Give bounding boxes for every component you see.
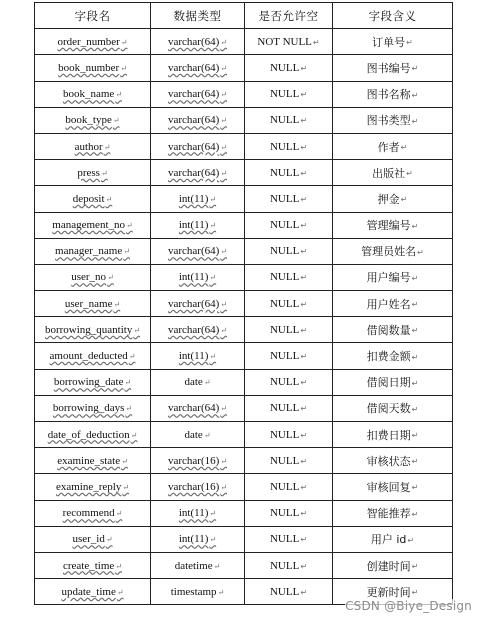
- cell-nullable-text: NULL: [269, 480, 300, 493]
- table-body: [35, 29, 453, 605]
- cell-field-name-text: examine_state: [57, 454, 121, 467]
- cell-nullable-text: NULL: [269, 297, 300, 310]
- cell-data-type: [151, 317, 245, 343]
- paragraph-mark-icon: ↵: [203, 378, 211, 388]
- cell-field-meaning: [333, 500, 453, 526]
- cell-data-type-text: date: [184, 376, 203, 389]
- cell-field-meaning-text: 借阅天数: [366, 402, 411, 416]
- cell-field-name: [35, 291, 151, 317]
- cell-field-name-text: book_name: [62, 88, 115, 101]
- cell-data-type-text: int(11): [178, 507, 209, 520]
- cell-field-name-text: create_time: [62, 559, 115, 572]
- cell-field-name: [35, 448, 151, 474]
- paragraph-mark-icon: ↵: [123, 247, 130, 257]
- cell-nullable: [245, 526, 333, 552]
- paragraph-mark-icon: ↵: [411, 64, 419, 74]
- cell-field-name-text: deposit: [72, 192, 105, 205]
- cell-field-meaning: [333, 29, 453, 55]
- paragraph-mark-icon: ↵: [300, 116, 308, 126]
- table-row: [35, 317, 453, 343]
- cell-field-name-text: update_time: [61, 585, 116, 598]
- paragraph-mark-icon: ↵: [300, 63, 308, 73]
- table-row: [35, 133, 453, 159]
- cell-nullable-text: NULL: [269, 559, 300, 572]
- cell-field-name: [35, 369, 151, 395]
- cell-nullable: [245, 160, 333, 186]
- cell-field-meaning-text: 扣费日期: [366, 428, 411, 442]
- cell-data-type: [151, 448, 245, 474]
- cell-data-type-text: int(11): [178, 533, 209, 546]
- cell-field-meaning-text: 更新时间: [366, 585, 411, 599]
- cell-field-meaning: [333, 264, 453, 290]
- cell-field-name-text: user_no: [71, 271, 107, 284]
- cell-field-name: [35, 212, 151, 238]
- cell-data-type-text: int(11): [178, 219, 209, 232]
- paragraph-mark-icon: ↵: [300, 352, 308, 361]
- cell-field-meaning: [333, 55, 453, 81]
- cell-field-name-text: author: [74, 140, 103, 153]
- cell-data-type-text: int(11): [178, 271, 209, 284]
- cell-field-meaning: [333, 107, 453, 133]
- cell-field-meaning: [333, 552, 453, 578]
- paragraph-mark-icon: ↵: [209, 535, 217, 545]
- paragraph-mark-icon: ↵: [411, 588, 419, 598]
- cell-field-name: [35, 55, 151, 81]
- cell-field-meaning: [333, 212, 453, 238]
- paragraph-mark-icon: ↵: [126, 221, 133, 231]
- cell-data-type-text: int(11): [178, 192, 209, 205]
- paragraph-mark-icon: ↵: [220, 299, 227, 309]
- cell-field-meaning-text: 借阅日期: [366, 376, 411, 390]
- paragraph-mark-icon: ↵: [411, 221, 419, 231]
- paragraph-mark-icon: ↵: [312, 37, 320, 47]
- paragraph-mark-icon: ↵: [411, 116, 419, 126]
- cell-data-type: [151, 422, 245, 448]
- cell-field-meaning-text: 用户编号: [366, 271, 411, 285]
- paragraph-mark-icon: ↵: [406, 169, 413, 179]
- cell-data-type: [151, 212, 245, 238]
- cell-nullable: [245, 395, 333, 421]
- paragraph-mark-icon: ↵: [300, 168, 308, 178]
- header-nullable: 是否允许空: [245, 3, 333, 29]
- paragraph-mark-icon: ↵: [417, 247, 424, 257]
- paragraph-mark-icon: ↵: [116, 587, 124, 597]
- paragraph-mark-icon: ↵: [411, 431, 419, 441]
- paragraph-mark-icon: ↵: [115, 561, 122, 571]
- cell-data-type-text: varchar(64): [167, 88, 220, 101]
- table-row: [35, 160, 453, 186]
- cell-field-meaning: [333, 133, 453, 159]
- cell-field-name-text: order_number: [57, 35, 120, 48]
- paragraph-mark-icon: ↵: [220, 90, 227, 100]
- cell-field-name: [35, 526, 151, 552]
- cell-field-name: [35, 343, 151, 369]
- paragraph-mark-icon: ↵: [411, 300, 419, 310]
- paragraph-mark-icon: ↵: [300, 221, 308, 231]
- paragraph-mark-icon: ↵: [411, 509, 419, 519]
- cell-nullable-text: NULL: [269, 271, 300, 284]
- table-row: [35, 552, 453, 578]
- cell-nullable: [245, 55, 333, 81]
- cell-data-type: [151, 500, 245, 526]
- header-field-meaning: 字段含义: [333, 3, 453, 29]
- table-row: [35, 369, 453, 395]
- paragraph-mark-icon: ↵: [411, 352, 419, 362]
- table-row: [35, 291, 453, 317]
- cell-nullable-text: NULL: [269, 585, 300, 598]
- cell-field-name: [35, 238, 151, 264]
- cell-data-type-text: timestamp: [170, 585, 217, 598]
- cell-nullable: [245, 552, 333, 578]
- paragraph-mark-icon: ↵: [411, 404, 419, 414]
- table-header-row: [35, 3, 453, 29]
- cell-data-type-text: varchar(64): [167, 297, 220, 310]
- paragraph-mark-icon: ↵: [300, 482, 308, 492]
- paragraph-mark-icon: ↵: [121, 456, 128, 466]
- paragraph-mark-icon: ↵: [220, 116, 227, 126]
- paragraph-mark-icon: ↵: [300, 90, 308, 100]
- cell-field-meaning-text: 订单号: [372, 35, 406, 49]
- cell-data-type: [151, 133, 245, 159]
- cell-nullable: [245, 264, 333, 290]
- paragraph-mark-icon: ↵: [300, 535, 308, 545]
- cell-nullable: [245, 107, 333, 133]
- cell-nullable-text: NULL: [269, 507, 300, 520]
- cell-field-meaning: [333, 369, 453, 395]
- cell-field-meaning-text: 借阅数量: [366, 323, 411, 337]
- cell-field-meaning-text: 图书编号: [366, 61, 411, 75]
- paragraph-mark-icon: ↵: [209, 509, 217, 519]
- paragraph-mark-icon: ↵: [300, 273, 308, 283]
- cell-nullable-text: NULL: [269, 323, 300, 336]
- paragraph-mark-icon: ↵: [300, 142, 308, 152]
- cell-field-name-text: press: [77, 166, 100, 179]
- cell-field-name-text: amount_deducted: [49, 350, 128, 363]
- cell-field-meaning: [333, 160, 453, 186]
- cell-data-type-text: varchar(16): [167, 454, 220, 467]
- cell-nullable: [245, 29, 333, 55]
- paragraph-mark-icon: ↵: [411, 378, 419, 388]
- paragraph-mark-icon: ↵: [400, 143, 408, 153]
- cell-nullable: [245, 317, 333, 343]
- cell-field-name-text: recommend: [62, 507, 115, 520]
- paragraph-mark-icon: ↵: [107, 273, 114, 283]
- paragraph-mark-icon: ↵: [300, 509, 308, 519]
- cell-field-name: [35, 317, 151, 343]
- paragraph-mark-icon: ↵: [209, 352, 217, 361]
- cell-field-name: [35, 107, 151, 133]
- cell-data-type-text: varchar(64): [167, 114, 220, 127]
- cell-field-meaning: [333, 291, 453, 317]
- table-row: [35, 343, 453, 369]
- cell-data-type: [151, 552, 245, 578]
- table-row: [35, 500, 453, 526]
- cell-data-type: [151, 29, 245, 55]
- table-row: [35, 81, 453, 107]
- cell-field-name-text: date_of_deduction: [47, 428, 130, 441]
- cell-nullable: [245, 474, 333, 500]
- paragraph-mark-icon: ↵: [411, 273, 419, 283]
- cell-data-type: [151, 81, 245, 107]
- paragraph-mark-icon: ↵: [411, 483, 419, 493]
- paragraph-mark-icon: ↵: [125, 404, 133, 414]
- cell-nullable: [245, 81, 333, 107]
- cell-field-name: [35, 133, 151, 159]
- cell-field-name: [35, 264, 151, 290]
- paragraph-mark-icon: ↵: [209, 221, 217, 231]
- cell-field-meaning-text: 管理员姓名: [361, 245, 417, 259]
- cell-nullable-text: NULL: [269, 245, 300, 258]
- cell-field-name-text: manager_name: [55, 245, 123, 258]
- table-row: [35, 212, 453, 238]
- cell-data-type-text: datetime: [174, 559, 213, 572]
- cell-field-meaning: [333, 81, 453, 107]
- cell-data-type-text: int(11): [178, 350, 209, 363]
- paragraph-mark-icon: ↵: [220, 325, 227, 335]
- table-row: [35, 474, 453, 500]
- paragraph-mark-icon: ↵: [300, 325, 308, 335]
- paragraph-mark-icon: ↵: [133, 325, 141, 335]
- cell-data-type: [151, 579, 245, 605]
- cell-field-name-text: borrowing_date: [53, 376, 124, 389]
- cell-field-meaning-text: 用户姓名: [366, 297, 411, 311]
- cell-field-meaning: [333, 238, 453, 264]
- table-row: [35, 264, 453, 290]
- paragraph-mark-icon: ↵: [203, 430, 211, 440]
- paragraph-mark-icon: ↵: [300, 587, 308, 597]
- cell-field-name-text: management_no: [52, 219, 125, 232]
- cell-nullable: [245, 238, 333, 264]
- cell-nullable: [245, 186, 333, 212]
- cell-nullable: [245, 422, 333, 448]
- paragraph-mark-icon: ↵: [411, 457, 419, 467]
- cell-nullable: [245, 369, 333, 395]
- field-definition-table: [34, 2, 453, 605]
- paragraph-mark-icon: ↵: [300, 561, 308, 571]
- cell-field-name: [35, 579, 151, 605]
- cell-data-type: [151, 526, 245, 552]
- paragraph-mark-icon: ↵: [220, 482, 227, 492]
- cell-nullable: [245, 343, 333, 369]
- cell-field-name: [35, 422, 151, 448]
- cell-data-type: [151, 474, 245, 500]
- cell-field-name: [35, 552, 151, 578]
- cell-field-name-text: borrowing_days: [52, 402, 125, 415]
- cell-field-meaning-text: 图书名称: [366, 88, 411, 102]
- paragraph-mark-icon: ↵: [300, 430, 308, 440]
- paragraph-mark-icon: ↵: [406, 38, 413, 48]
- cell-data-type-text: varchar(64): [167, 35, 220, 48]
- cell-nullable: [245, 579, 333, 605]
- cell-field-name-text: examine_reply: [55, 480, 122, 493]
- cell-field-meaning: [333, 186, 453, 212]
- cell-field-name-text: borrowing_quantity: [44, 323, 133, 336]
- cell-nullable: [245, 500, 333, 526]
- cell-nullable-text: NULL: [269, 376, 300, 389]
- cell-nullable: [245, 212, 333, 238]
- paragraph-mark-icon: ↵: [115, 509, 123, 519]
- cell-field-name: [35, 29, 151, 55]
- cell-field-meaning: [333, 422, 453, 448]
- cell-field-name-text: user_name: [64, 297, 113, 310]
- cell-data-type: [151, 107, 245, 133]
- header-field-name: 字段名: [35, 3, 151, 29]
- cell-field-meaning: [333, 474, 453, 500]
- cell-field-meaning-text: 出版社: [372, 166, 406, 180]
- paragraph-mark-icon: ↵: [122, 482, 130, 492]
- cell-field-meaning: [333, 448, 453, 474]
- paragraph-mark-icon: ↵: [105, 535, 113, 545]
- cell-nullable-text: NULL: [269, 88, 300, 101]
- paragraph-mark-icon: ↵: [411, 326, 419, 336]
- cell-data-type-text: varchar(64): [167, 166, 220, 179]
- table-row: [35, 29, 453, 55]
- cell-data-type: [151, 343, 245, 369]
- cell-field-name: [35, 395, 151, 421]
- paragraph-mark-icon: ↵: [220, 37, 227, 47]
- paragraph-mark-icon: ↵: [411, 562, 419, 572]
- paragraph-mark-icon: ↵: [112, 116, 120, 126]
- cell-data-type: [151, 160, 245, 186]
- table-row: [35, 186, 453, 212]
- cell-nullable-text: NULL: [269, 402, 300, 415]
- cell-nullable-text: NULL: [269, 350, 300, 363]
- paragraph-mark-icon: ↵: [300, 378, 308, 388]
- cell-field-meaning-text: 作者: [377, 140, 400, 154]
- cell-field-meaning: [333, 317, 453, 343]
- paragraph-mark-icon: ↵: [300, 247, 308, 257]
- cell-data-type: [151, 395, 245, 421]
- paragraph-mark-icon: ↵: [400, 195, 408, 205]
- paragraph-mark-icon: ↵: [100, 168, 108, 178]
- cell-field-name-text: user_id: [72, 533, 105, 546]
- cell-field-meaning: [333, 526, 453, 552]
- paragraph-mark-icon: ↵: [213, 561, 221, 571]
- paragraph-mark-icon: ↵: [300, 299, 308, 309]
- cell-data-type-text: varchar(64): [167, 323, 220, 336]
- table-row: [35, 107, 453, 133]
- header-data-type: 数据类型: [151, 3, 245, 29]
- table-row: [35, 526, 453, 552]
- cell-field-name: [35, 186, 151, 212]
- paragraph-mark-icon: ↵: [124, 378, 132, 388]
- cell-nullable-text: NULL: [269, 166, 300, 179]
- cell-nullable-text: NOT NULL: [257, 35, 312, 48]
- table-row: [35, 448, 453, 474]
- table-row: [35, 238, 453, 264]
- table-row: [35, 422, 453, 448]
- cell-field-name: [35, 160, 151, 186]
- paragraph-mark-icon: ↵: [128, 352, 136, 361]
- cell-field-name: [35, 81, 151, 107]
- cell-field-name: [35, 474, 151, 500]
- cell-field-name: [35, 500, 151, 526]
- cell-data-type-text: date: [184, 428, 203, 441]
- cell-field-meaning-text: 管理编号: [366, 219, 411, 233]
- paragraph-mark-icon: ↵: [130, 430, 138, 440]
- cell-nullable-text: NULL: [269, 61, 300, 74]
- paragraph-mark-icon: ↵: [113, 299, 121, 309]
- paragraph-mark-icon: ↵: [220, 168, 227, 178]
- cell-field-meaning: [333, 343, 453, 369]
- cell-nullable-text: NULL: [269, 219, 300, 232]
- cell-data-type-text: varchar(64): [167, 402, 220, 415]
- cell-nullable-text: NULL: [269, 114, 300, 127]
- paragraph-mark-icon: ↵: [300, 194, 308, 204]
- paragraph-mark-icon: ↵: [220, 142, 227, 152]
- paragraph-mark-icon: ↵: [105, 194, 113, 204]
- cell-data-type-text: varchar(16): [167, 480, 220, 493]
- cell-nullable-text: NULL: [269, 454, 300, 467]
- cell-data-type-text: varchar(64): [167, 245, 220, 258]
- cell-data-type: [151, 186, 245, 212]
- paragraph-mark-icon: ↵: [220, 404, 227, 414]
- paragraph-mark-icon: ↵: [115, 90, 123, 100]
- cell-nullable-text: NULL: [269, 533, 300, 546]
- cell-field-meaning-text: 审核状态: [366, 454, 411, 468]
- cell-field-meaning-text: 扣费金额: [366, 350, 411, 364]
- cell-data-type: [151, 369, 245, 395]
- cell-field-meaning-text: 押金: [377, 192, 400, 206]
- cell-nullable-text: NULL: [269, 192, 300, 205]
- cell-field-meaning-text: 审核回复: [366, 480, 411, 494]
- paragraph-mark-icon: ↵: [209, 273, 217, 283]
- cell-data-type: [151, 291, 245, 317]
- cell-data-type-text: varchar(64): [167, 140, 220, 153]
- cell-data-type-text: varchar(64): [167, 61, 220, 74]
- cell-field-meaning-text: 创建时间: [366, 559, 411, 573]
- cell-field-name-text: book_type: [65, 114, 112, 127]
- paragraph-mark-icon: ↵: [209, 194, 217, 204]
- cell-field-name-text: book_number: [58, 61, 120, 74]
- cell-nullable-text: NULL: [269, 428, 300, 441]
- table-row: [35, 55, 453, 81]
- paragraph-mark-icon: ↵: [411, 90, 419, 100]
- cell-field-meaning-text: 用户 id: [370, 533, 407, 547]
- paragraph-mark-icon: ↵: [220, 247, 227, 257]
- paragraph-mark-icon: ↵: [103, 142, 111, 152]
- csdn-watermark: CSDN @Biye_Design: [345, 599, 472, 613]
- cell-field-meaning-text: 图书类型: [366, 114, 411, 128]
- cell-nullable: [245, 448, 333, 474]
- cell-field-meaning: [333, 395, 453, 421]
- paragraph-mark-icon: ↵: [217, 587, 225, 597]
- cell-data-type: [151, 55, 245, 81]
- cell-nullable: [245, 291, 333, 317]
- cell-nullable: [245, 133, 333, 159]
- paragraph-mark-icon: ↵: [120, 37, 128, 47]
- cell-data-type: [151, 238, 245, 264]
- paragraph-mark-icon: ↵: [220, 456, 227, 466]
- table-row: [35, 395, 453, 421]
- cell-data-type: [151, 264, 245, 290]
- paragraph-mark-icon: ↵: [300, 456, 308, 466]
- paragraph-mark-icon: ↵: [220, 63, 227, 73]
- paragraph-mark-icon: ↵: [300, 404, 308, 414]
- paragraph-mark-icon: ↵: [407, 535, 415, 545]
- paragraph-mark-icon: ↵: [120, 63, 127, 73]
- cell-nullable-text: NULL: [269, 140, 300, 153]
- cell-field-meaning-text: 智能推荐: [366, 507, 411, 521]
